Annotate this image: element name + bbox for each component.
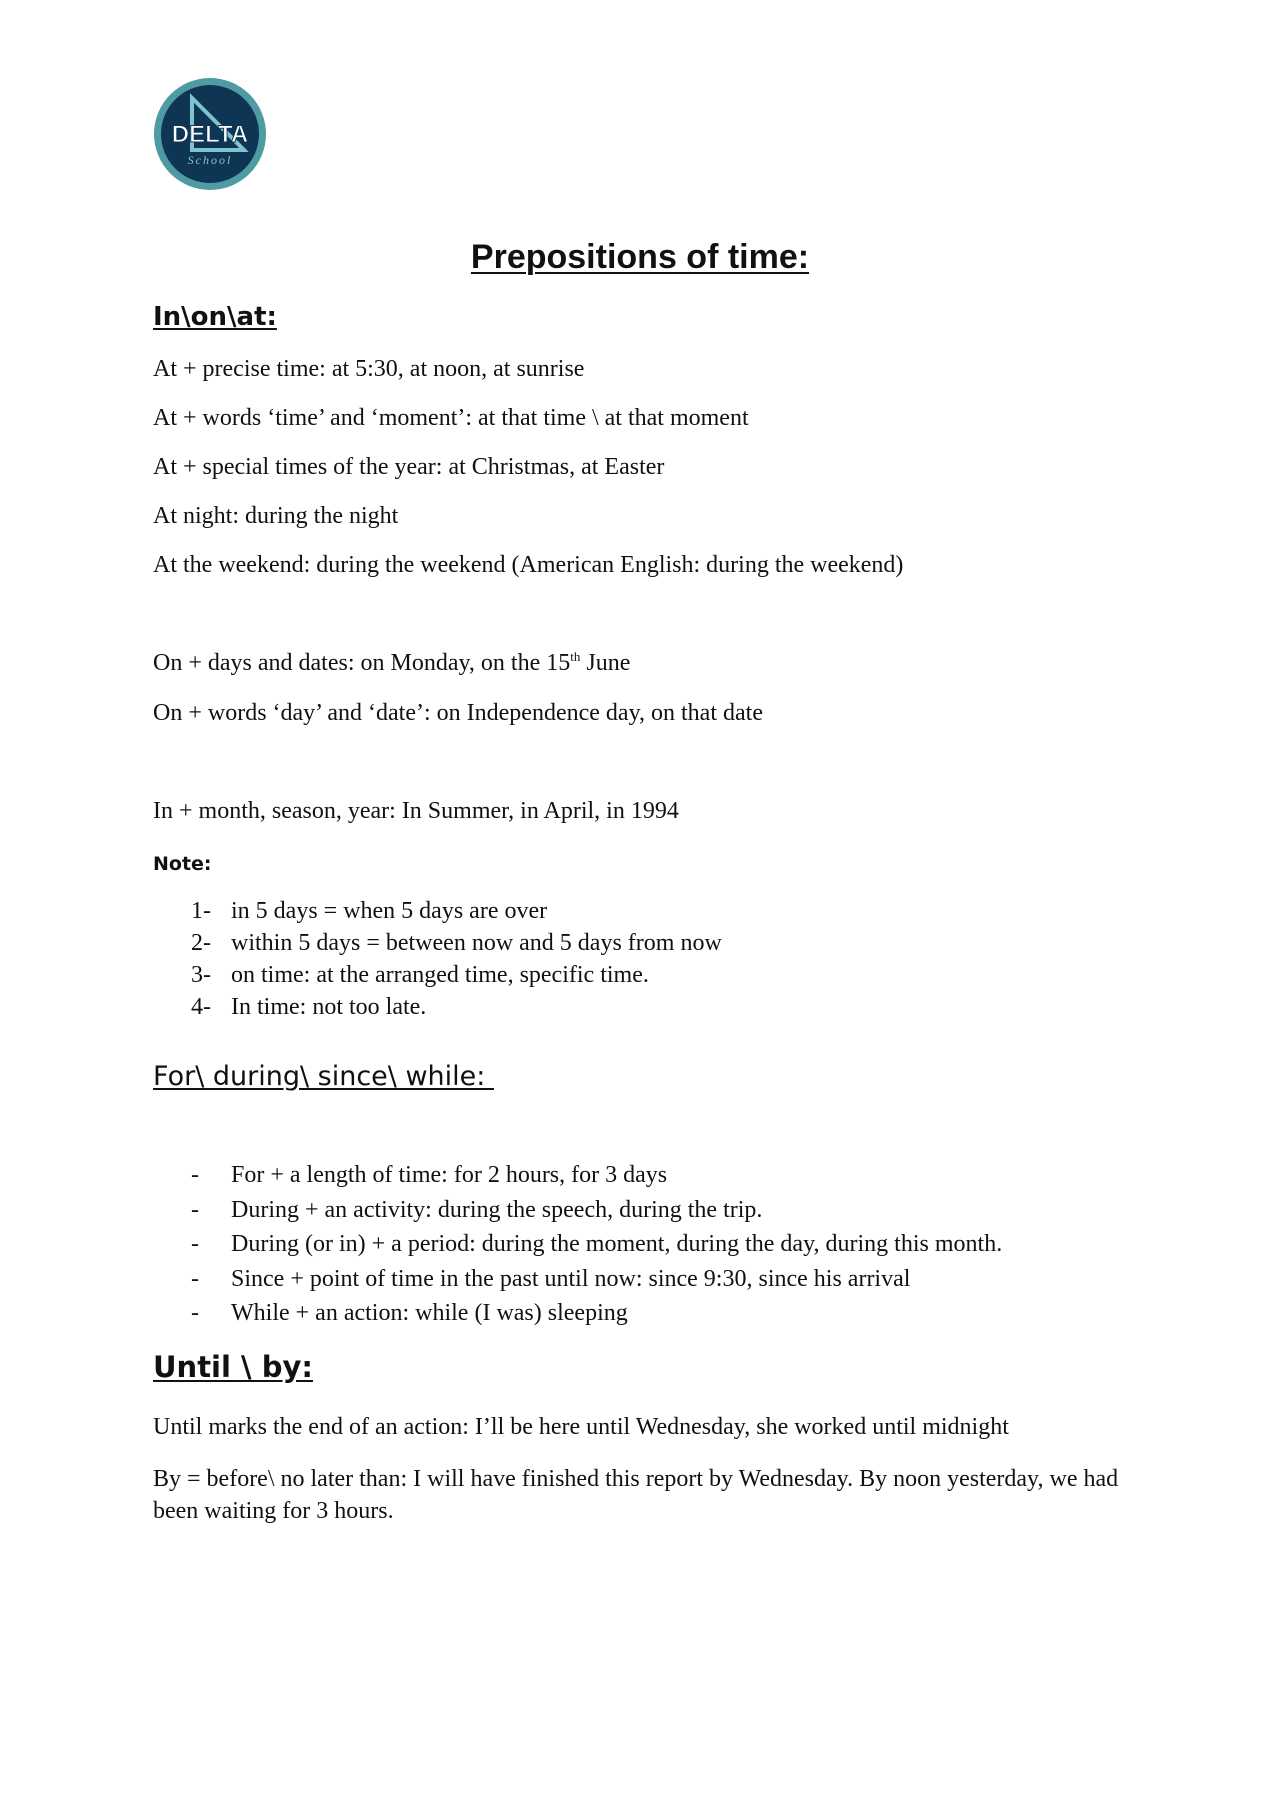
bullet-marker: -: [191, 1266, 199, 1292]
bullet-text: While + an action: while (I was) sleeping: [231, 1300, 628, 1326]
at-line: At + words ‘time’ and ‘moment’: at that time \ at that moment: [153, 405, 749, 431]
note-text: In time: not too late.: [231, 994, 427, 1020]
section-heading-until-by: Until \ by:: [153, 1350, 313, 1384]
note-text: on time: at the arranged time, specific time.: [231, 962, 649, 988]
note-text: within 5 days = between now and 5 days from now: [231, 930, 722, 956]
until-line: Until marks the end of an action: I’ll be here until Wednesday, she worked until midnight: [153, 1414, 1009, 1440]
note-marker: 4-: [191, 994, 211, 1020]
bullet-text: For + a length of time: for 2 hours, for 3 days: [231, 1162, 668, 1188]
on-line-dates: [153, 650, 630, 677]
logo-sub-text: School: [187, 153, 233, 167]
ordinal-suffix: th: [570, 649, 581, 664]
bullet-text: During + an activity: during the speech, during the trip.: [231, 1197, 763, 1223]
at-line: At night: during the night: [153, 503, 399, 529]
note-label: Note:: [153, 853, 212, 875]
at-line: At the weekend: during the weekend (American English: during the weekend): [153, 552, 904, 578]
note-marker: 1-: [191, 898, 211, 924]
on-line-words: On + words ‘day’ and ‘date’: on Independence day, on that date: [153, 700, 763, 726]
by-paragraph: By = before\ no later than: I will have finished this report by Wednesday. By noon yesterday, we had been waiting for 3 hours.: [153, 1466, 1119, 1524]
bullet-marker: -: [191, 1197, 199, 1223]
bullet-marker: -: [191, 1300, 199, 1326]
note-marker: 2-: [191, 930, 211, 956]
note-text: in 5 days = when 5 days are over: [231, 898, 548, 924]
bullet-text: During (or in) + a period: during the moment, during the day, during this month.: [231, 1231, 1003, 1257]
in-line: In + month, season, year: In Summer, in April, in 1994: [153, 798, 679, 824]
at-line: At + special times of the year: at Christmas, at Easter: [153, 454, 665, 480]
note-marker: 3-: [191, 962, 211, 988]
section-heading-for-during-since-while: For\ during\ since\ while:: [153, 1061, 494, 1092]
bullet-marker: -: [191, 1162, 199, 1188]
on-line-dates-tail: June: [580, 650, 631, 676]
delta-school-logo: [152, 76, 268, 192]
logo-brand-text: DELTA: [171, 121, 249, 148]
page-title: Prepositions of time:: [470, 238, 810, 276]
bullet-text: Since + point of time in the past until now: since 9:30, since his arrival: [231, 1266, 911, 1292]
section-heading-in-on-at: In\on\at:: [153, 302, 277, 332]
bullet-marker: -: [191, 1231, 199, 1257]
at-line: At + precise time: at 5:30, at noon, at sunrise: [153, 356, 585, 382]
on-line-dates-text: On + days and dates: on Monday, on the 15: [153, 650, 571, 676]
